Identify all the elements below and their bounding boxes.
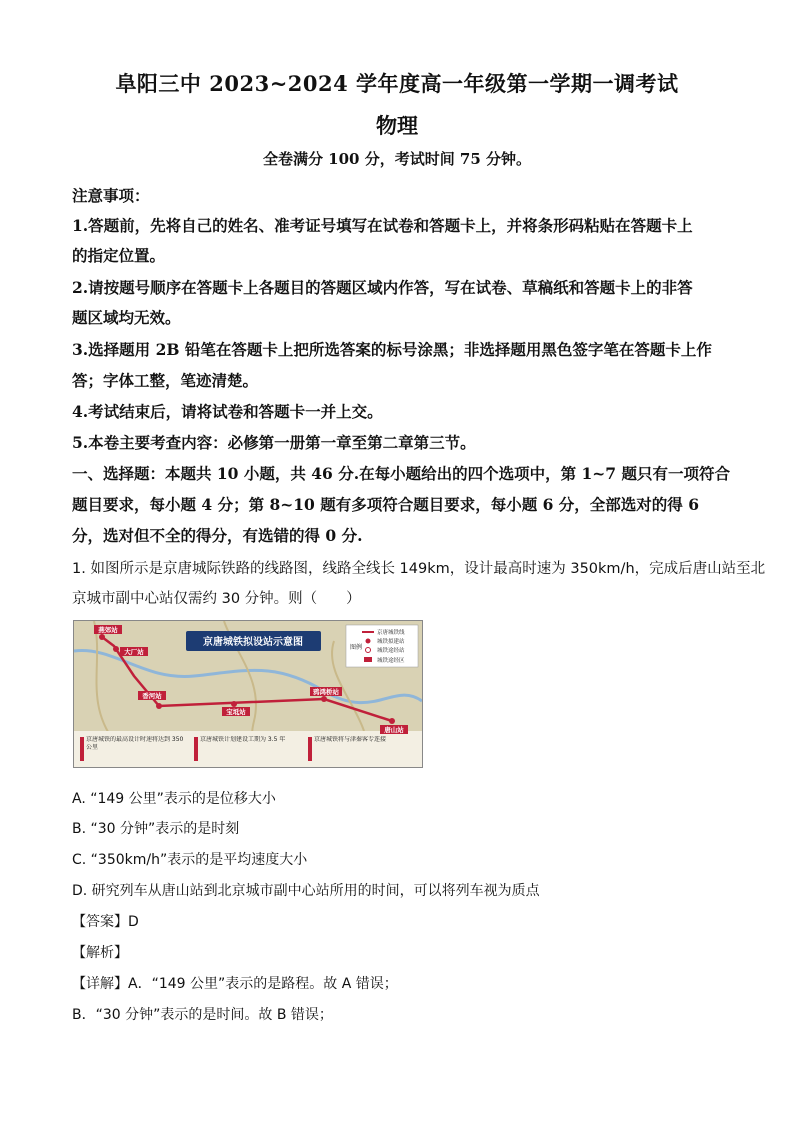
notice-line: 5.本卷主要考查内容：必修第一册第一章至第二章第三节。 [72, 433, 476, 452]
map-fact: 京唐城铁将与津秦客专连接 [314, 736, 387, 743]
section-instruction: 分，选对但不全的得分，有选错的得 0 分. [72, 526, 363, 545]
analysis-heading: 【解析】 [72, 945, 128, 961]
notice-line: 答；字体工整，笔迹清楚。 [72, 371, 259, 390]
score-info: 全卷满分 100 分，考试时间 75 分钟。 [262, 150, 532, 168]
station-marker [231, 701, 237, 707]
notice-line: 4.考试结束后，请将试卷和答题卡一并上交。 [72, 402, 383, 421]
legend-item: 城铁途经站 [377, 648, 405, 654]
map-legend [346, 625, 418, 667]
option-b: B. “30 分钟”表示的是时刻 [72, 821, 240, 837]
station-marker [113, 646, 119, 652]
station-marker [99, 634, 105, 640]
detail-line: 【详解】A．“149 公里”表示的是路程。故 A 错误； [72, 976, 398, 992]
station-marker [156, 703, 162, 709]
detail-line: B．“30 分钟”表示的是时间。故 B 错误； [72, 1007, 333, 1023]
legend-item: 城铁拟建站 [377, 639, 405, 645]
legend-label: 图例 [350, 644, 363, 651]
notice-line: 1.答题前，先将自己的姓名、准考证号填写在试卷和答题卡上，并将条形码粘贴在答题卡上 [72, 216, 693, 235]
section-instruction: 一、选择题：本题共 10 小题，共 46 分.在每小题给出的四个选项中，第 1~7 题只有一项符合 [72, 464, 730, 483]
notice-heading: 注意事项： [72, 186, 150, 205]
map-fact: 京唐城铁计划建设工期为 3.5 年 [200, 736, 286, 743]
notice-line: 2.请按题号顺序在答题卡上各题目的答题区域内作答，写在试卷、草稿纸和答题卡上的非答 [72, 278, 693, 297]
station-label: 大厂站 [124, 648, 144, 656]
legend-item: 城铁途经区 [377, 658, 405, 664]
notice-line: 的指定位置。 [72, 246, 166, 265]
station-label: 燕郊站 [98, 626, 118, 634]
map-fact: 京唐城铁的最高设计时速将达到 350 公里 [86, 736, 184, 751]
option-c: C. “350km/h”表示的是平均速度大小 [72, 852, 308, 868]
question-stem: 1. 如图所示是京唐城际铁路的线路图，线路全线长 149km，设计最高时速为 350km/h，完成后唐山站至北 [72, 561, 766, 577]
option-a: A. “149 公里”表示的是位移大小 [72, 791, 276, 807]
station-label: 香河站 [142, 692, 162, 700]
exam-title: 阜阳三中 2023~2024 学年度高一年级第一学期一调考试 [115, 71, 679, 96]
station-label: 唐山站 [384, 726, 404, 734]
notice-line: 3.选择题用 2B 铅笔在答题卡上把所选答案的标号涂黑；非选择题用黑色签字笔在答题卡上作 [72, 340, 712, 359]
answer: 【答案】D [72, 914, 139, 930]
section-instruction: 题目要求，每小题 4 分；第 8~10 题有多项符合题目要求，每小题 6 分，全部选对的得 6 [72, 495, 699, 514]
railway-map-image [73, 620, 423, 768]
station-label: 鸦鸿桥站 [313, 688, 339, 696]
question-stem: 京城市副中心站仅需约 30 分钟。则（ ） [72, 591, 361, 607]
option-d: D. 研究列车从唐山站到北京城市副中心站所用的时间，可以将列车视为质点 [72, 883, 540, 899]
subject-title: 物理 [376, 113, 418, 138]
notice-line: 题区域均无效。 [72, 308, 181, 327]
station-label: 宝坻站 [226, 708, 246, 716]
legend-item: 京唐城铁线 [377, 630, 405, 636]
station-marker [389, 718, 395, 724]
map-title: 京唐城铁拟设站示意图 [203, 637, 303, 648]
station-marker [321, 696, 327, 702]
